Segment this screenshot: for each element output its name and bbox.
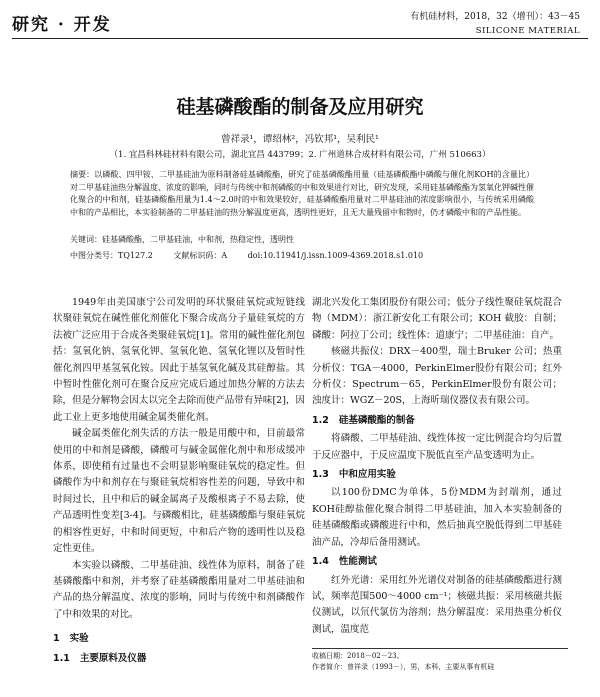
- section-title: 主要原料及仪器: [79, 652, 147, 664]
- article-title: 硅基磷酸酯的制备及应用研究: [176, 96, 424, 118]
- author-list: 曾祥录¹，谭绍林²，冯钦邦¹，吴利民¹: [221, 134, 379, 145]
- clc-number: 中图分类号：TQ127.2: [70, 251, 153, 260]
- journal-citation: 有机硅材料，2018，32（增刊）：43－45: [410, 12, 580, 22]
- keywords: 关键词：硅基磷酸酯，二甲基硅油，中和剂，热稳定性，透明性: [70, 235, 294, 244]
- section-title: 中和应用实验: [338, 469, 396, 481]
- section-title: 硅基磷酸酯的制备: [338, 414, 415, 426]
- right-column: [312, 295, 562, 638]
- section-title: 实验: [69, 633, 89, 645]
- section-label: 研究 · 开发: [12, 15, 112, 35]
- section-heading-1-1: [53, 651, 305, 667]
- section-heading-1: [53, 631, 305, 647]
- section-number: 1.2: [312, 414, 329, 426]
- section-number: 1.3: [312, 469, 329, 481]
- paragraph: 以100份DMC为单体，5份MDM为封端剂，通过KOH硅醇盐催化聚合制得二甲基硅油，加入本实验制备的硅基磷酸酯或磷酸进行中和，然后抽真空脱低得到二甲基硅油产品，冷却后备用测试。: [312, 487, 562, 548]
- received-date: 收稿日期：2018－02－23。: [312, 652, 404, 660]
- section-title: 性能测试: [338, 556, 377, 568]
- paragraph: 1949年由美国康宁公司发明的环状聚硅氧烷或短链线状聚硅氧烷在碱性催化剂催化下聚合成高分子量硅氧烷的方法被广泛应用于合成各类聚硅氧烷[1]。常用的碱性催化剂包括：氢氧化钠、氢氧化钾、氢氧化铯、氢氧化锂以及暂时性催化剂四甲基氢氧化铵。因此于基氢氧化碱及其硅醇盐。其中暂时性催化剂可在聚合反应完成后通过加热分解的方法去除，但是分解物会因太以完全去除而使产品带有异味[2]，因此工业上更多地使用碱金属类催化剂。: [53, 297, 305, 423]
- paragraph: 核磁共振仪：DRX－400型，瑞士Bruker 公司；热重分析仪：TGA－4000，PerkinElmer股份有限公司；红外分析仪：Spectrum－65，PerkinElmer股份有限公司；浊度计：WGZ－20S，上海昕瑞仪器仪表有限公司。: [312, 346, 562, 407]
- section-number: 1: [53, 633, 60, 645]
- section-number: 1.4: [312, 556, 329, 568]
- left-column: [53, 295, 305, 669]
- section-heading-1-3: [312, 467, 562, 483]
- section-heading-1-4: [312, 554, 562, 570]
- paragraph: 红外光谱：采用红外光谱仪对制备的硅基磷酸酯进行测试，频率范围500～4000 cm⁻¹；核磁共振：采用核磁共振仪测试，以氘代氯仿为溶剂；热分解温度：采用热重分析仪测试，温度范: [312, 574, 562, 635]
- footnote: [312, 648, 568, 673]
- paragraph: 将磷酸、二甲基硅油、线性体按一定比例混合均匀后置于反应器中，于反应温度下脱低直至产品变透明为止。: [312, 433, 562, 461]
- paragraph: 本实验以磷酸、二甲基硅油、线性体为原料，制备了硅基磷酸酯中和剂，并考察了硅基磷酸酯用量对二甲基硅油和产品的热分解温度、浓度的影响，同时与传统中和剂磷酸作了中和效果的对比。: [53, 559, 305, 620]
- paragraph: 湖北兴发化工集团股份有限公司；低分子线性聚硅氧烷混合物（MDM）：浙江新安化工有限公司；KOH 截胶：自制；磷酸：阿拉丁公司；线性体：道康宁；二甲基硅油：自产。: [312, 297, 562, 341]
- section-number: 1.1: [53, 652, 70, 664]
- author-bio: 作者简介：曾祥录（1993－），男，本科，主要从事有机硅: [312, 663, 495, 671]
- header-rule: [12, 38, 588, 39]
- journal-header: [410, 10, 580, 38]
- paragraph: 碱金属类催化剂失活的方法一般是用酸中和，目前最常使用的中和剂是磷酸，磷酸可与碱金属催化剂中和形成缓冲体系，即使稍有过量也不会明显影响聚硅氧烷的稳定性。但磷酸作为中和剂存在与聚硅氧烷相容性差的问题，导致中和时间过长，且中和后的碱金属离子及酸根离子不易去除，使产品透明性变差[3-4]。与磷酸相比，硅基磷酸酯与聚硅氧烷的相容性更好，中和时间更短，中和后产物的透明性以及稳定性更佳。: [53, 428, 305, 555]
- journal-english-name: SILICONE MATERIAL: [475, 26, 580, 36]
- article-meta: [70, 250, 534, 261]
- section-heading-1-2: [312, 413, 562, 429]
- document-code: 文献标识码：A: [173, 251, 228, 260]
- abstract: 摘要：以磷酸、四甲铵、二甲基硅油为原料制备硅基磷酸酯，研究了硅基磷酸酯用量（硅基磷酸酯中磷酸与催化剂KOH的含量比）对二甲基硅油热分解温度、浓度的影响，同时与传统中和剂磷酸的中和效果进行对比，研究发现，采用硅基磷酸酯为氢氧化钾碱性催化聚合的中和剂，硅基磷酸酯用量为1.4～2.0时的中和效果较好，硅基磷酸酯用量对二甲基硅油的浓度影响很小，与传统采用磷酸中和的产品相比，本实验制备的二甲基硅油的热分解温度更高，透明性更好，且无大量残留中和物时，仍才磷酸中和的产品性能。: [70, 170, 534, 217]
- doi: doi:10.11941/j.issn.1009-4369.2018.s1.010: [247, 251, 424, 260]
- affiliations: （1. 宜昌科林硅材料有限公司，湖北宜昌 443799；2. 广州道林合成材料有限公司，广州 510663）: [109, 150, 491, 160]
